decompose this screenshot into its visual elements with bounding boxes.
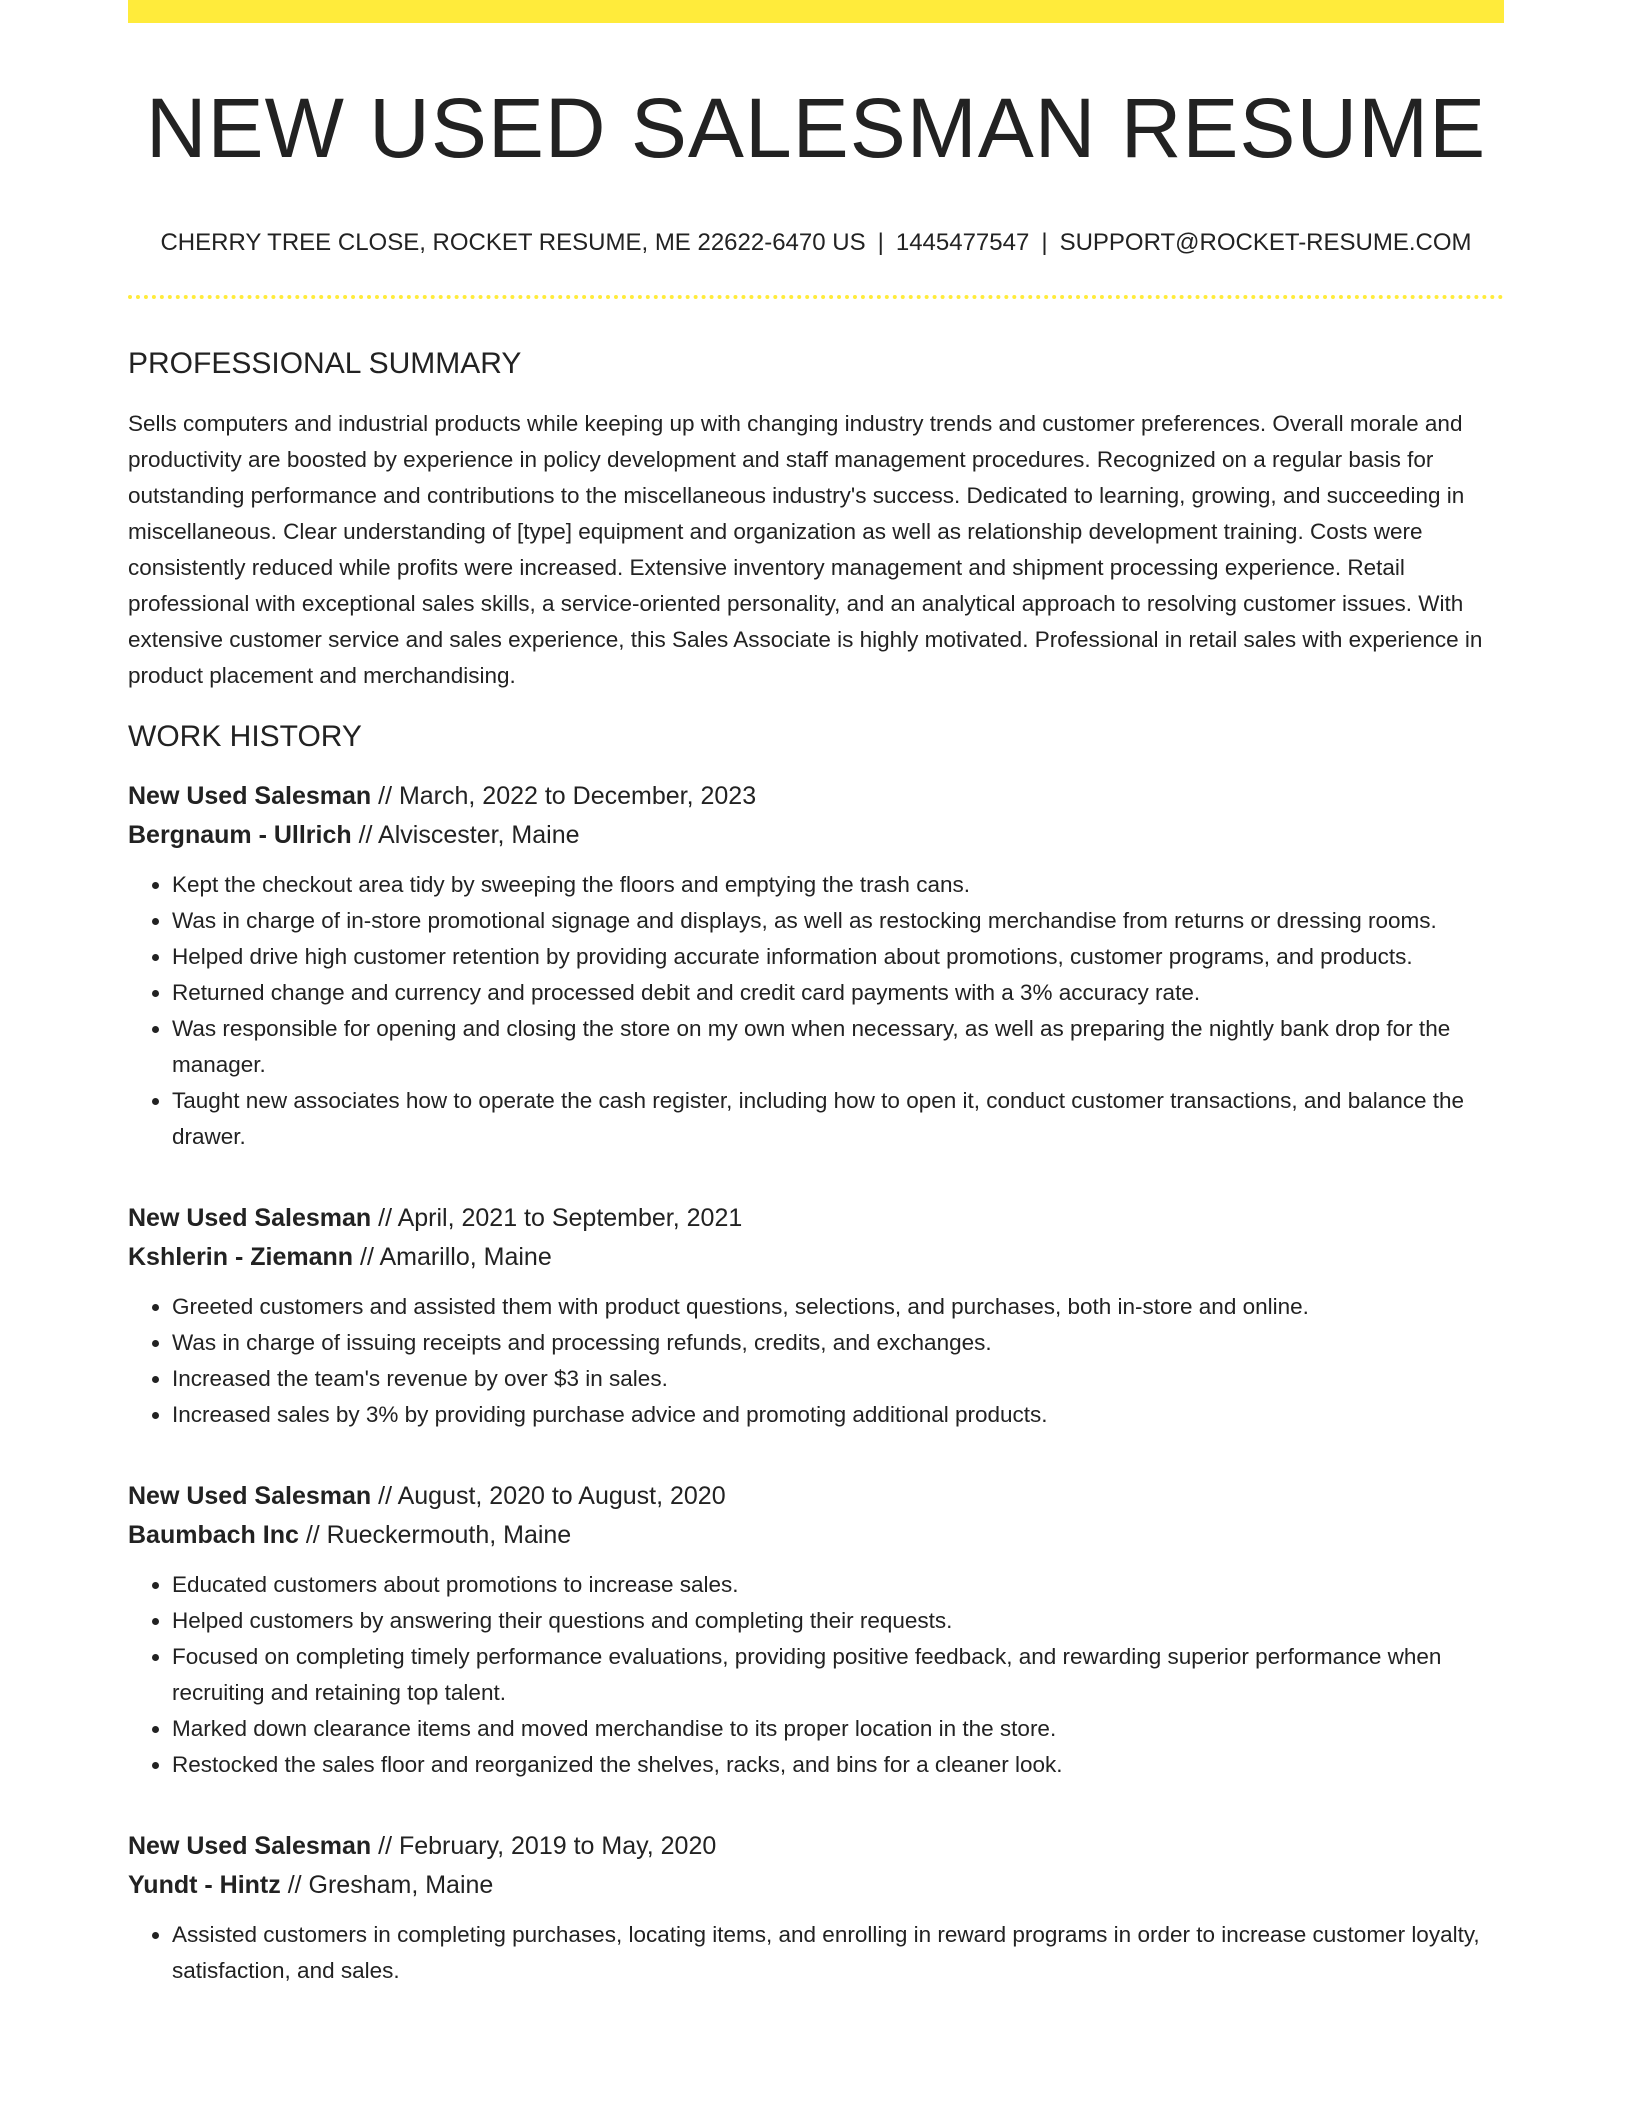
job-title-line <box>128 777 1504 816</box>
job-title-line <box>128 1199 1504 1238</box>
job-title: New Used Salesman <box>128 1831 372 1860</box>
job-bullet: • Kept the checkout area tidy by sweeping the floors and emptying the trash cans. <box>172 867 1504 903</box>
job-entry <box>128 1827 1504 1989</box>
job-bullet: • Focused on completing timely performance evaluations, providing positive feedback, and rewarding superior performance when recruiting and retaining top talent. <box>172 1639 1504 1711</box>
work-history-heading: WORK HISTORY <box>128 719 362 753</box>
job-title: New Used Salesman <box>128 1203 372 1232</box>
job-bullet: • Was responsible for opening and closing the store on my own when necessary, as well as preparing the nightly bank drop for the manager. <box>172 1011 1504 1083</box>
job-title-line <box>128 1477 1504 1516</box>
job-bullet: • Was in charge of in-store promotional signage and displays, as well as restocking merchandise from returns or dressing rooms. <box>172 903 1504 939</box>
job-company-line <box>128 816 1504 855</box>
job-company: Baumbach Inc <box>128 1520 299 1549</box>
job-location: // Rueckermouth, Maine <box>298 1520 572 1549</box>
job-bullet: • Returned change and currency and processed debit and credit card payments with a 3% accuracy rate. <box>172 975 1504 1011</box>
summary-heading: PROFESSIONAL SUMMARY <box>128 346 522 380</box>
job-location: // Alviscester, Maine <box>351 820 580 849</box>
job-company: Kshlerin - Ziemann <box>128 1242 354 1271</box>
job-company: Bergnaum - Ullrich <box>128 820 352 849</box>
contact-separator: | <box>1041 228 1048 256</box>
contact-phone: 1445477547 <box>895 228 1030 256</box>
job-bullet: • Helped customers by answering their questions and completing their requests. <box>172 1603 1504 1639</box>
job-title: New Used Salesman <box>128 781 372 810</box>
job-location: // Gresham, Maine <box>280 1870 494 1899</box>
job-dates: // August, 2020 to August, 2020 <box>371 1481 726 1510</box>
accent-bar <box>128 0 1504 23</box>
job-bullet: • Marked down clearance items and moved merchandise to its proper location in the store. <box>172 1711 1504 1747</box>
job-bullet: • Was in charge of issuing receipts and processing refunds, credits, and exchanges. <box>172 1325 1504 1361</box>
resume-page <box>128 0 1504 1989</box>
job-company-line <box>128 1516 1504 1555</box>
job-entry <box>128 1199 1504 1433</box>
job-bullet: • Increased sales by 3% by providing purchase advice and promoting additional products. <box>172 1397 1504 1433</box>
job-bullet: • Taught new associates how to operate the cash register, including how to open it, conduct customer transactions, and balance the drawer. <box>172 1083 1504 1155</box>
job-company-line <box>128 1866 1504 1905</box>
job-entry <box>128 777 1504 1155</box>
job-bullet: • Educated customers about promotions to increase sales. <box>172 1567 1504 1603</box>
job-dates: // February, 2019 to May, 2020 <box>371 1831 717 1860</box>
job-entry <box>128 1477 1504 1783</box>
job-title-line <box>128 1827 1504 1866</box>
contact-address: CHERRY TREE CLOSE, ROCKET RESUME, ME 22622-6470 US <box>160 228 866 256</box>
job-bullets <box>128 1289 1504 1433</box>
summary-text: Sells computers and industrial products while keeping up with changing industry trends and customer preferences. Overall morale and productivity are boosted by experience in policy development and staff management procedures. Recognized on a regular basis for outstanding performance and contributions to the miscellaneous industry's success. Dedicated to learning, growing, and succeeding in miscellaneous. Clear understanding of [type] equipment and organization as well as relationship development training. Costs were consistently reduced while profits were increased. Extensive inventory management and shipment processing experience. Retail professional with exceptional sales skills, a service-oriented personality, and an analytical approach to resolving customer issues. With extensive customer service and sales experience, this Sales Associate is highly motivated. Professional in retail sales with experience in product placement and merchandising. <box>128 410 1483 688</box>
job-company: Yundt - Hintz <box>128 1870 281 1899</box>
job-title: New Used Salesman <box>128 1481 372 1510</box>
job-bullets <box>128 1567 1504 1783</box>
contact-separator: | <box>877 228 884 256</box>
job-bullet: • Assisted customers in completing purchases, locating items, and enrolling in reward programs in order to increase customer loyalty, satisfaction, and sales. <box>172 1917 1504 1989</box>
job-dates: // April, 2021 to September, 2021 <box>371 1203 743 1232</box>
job-bullets <box>128 867 1504 1155</box>
resume-title: NEW USED SALESMAN RESUME <box>145 81 1487 175</box>
job-bullet: • Greeted customers and assisted them with product questions, selections, and purchases, both in-store and online. <box>172 1289 1504 1325</box>
job-bullets <box>128 1917 1504 1989</box>
job-dates: // March, 2022 to December, 2023 <box>371 781 757 810</box>
dotted-divider <box>128 295 1504 299</box>
job-bullet: • Restocked the sales floor and reorganized the shelves, racks, and bins for a cleaner look. <box>172 1747 1504 1783</box>
job-location: // Amarillo, Maine <box>353 1242 552 1271</box>
job-bullet: • Helped drive high customer retention by providing accurate information about promotions, customer programs, and products. <box>172 939 1504 975</box>
job-bullet: • Increased the team's revenue by over $3 in sales. <box>172 1361 1504 1397</box>
contact-email: SUPPORT@ROCKET-RESUME.COM <box>1059 228 1472 256</box>
job-company-line <box>128 1238 1504 1277</box>
contact-line <box>128 229 1504 258</box>
